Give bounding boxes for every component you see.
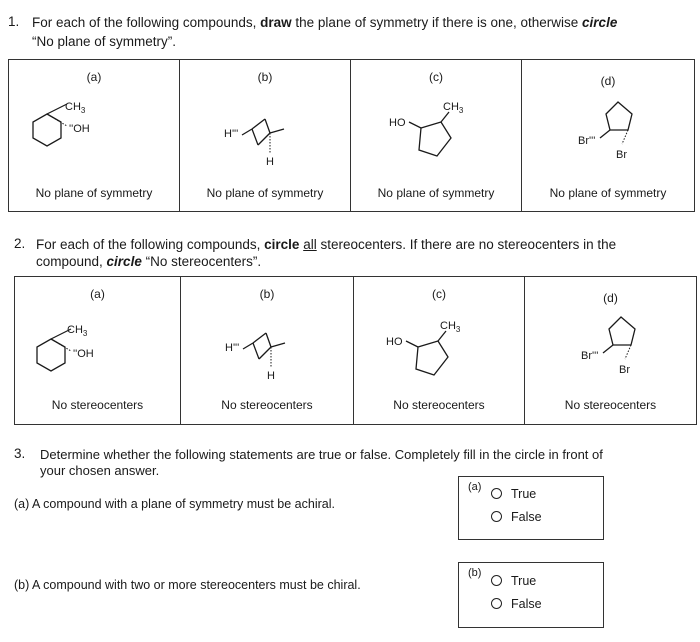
molecule-b-structure — [210, 115, 320, 175]
molecule-b-h-left: H''' — [224, 128, 239, 140]
q1-text-line2: “No plane of symmetry”. — [32, 34, 177, 49]
molecule-c-ho: HO — [389, 117, 406, 129]
q1-cell-d — [522, 60, 695, 212]
q3-text-line2: your chosen answer. — [40, 463, 160, 478]
q1-answer-c[interactable]: No plane of symmetry — [377, 186, 495, 200]
q2-text-part: “No stereocenters”. — [141, 254, 262, 269]
radio-circle-icon[interactable] — [491, 511, 502, 522]
q1-cell-c — [351, 60, 522, 212]
q3-a-option-true-label: True — [511, 487, 537, 501]
q3-a-option-true[interactable] — [491, 487, 536, 501]
q1-cell-a — [9, 60, 180, 212]
q2-text-part: stereocenters. If there are no stereocenters in the — [316, 237, 617, 252]
q1-text-bold-draw: draw — [260, 15, 292, 30]
q1-text-part: For each of the following compounds, — [32, 15, 261, 30]
q2-number: 2. — [14, 236, 26, 251]
q3-b-option-false[interactable] — [491, 597, 542, 611]
q2-cell-b — [181, 277, 354, 425]
radio-circle-icon[interactable] — [491, 598, 502, 609]
molecule-d-br-left: Br''' — [578, 135, 596, 147]
molecule-c-structure — [381, 101, 501, 176]
q3-statement-b: (b) A compound with two or more stereocenters must be chiral. — [14, 578, 361, 592]
molecule-d-br-bottom: Br — [619, 364, 630, 376]
q1-label-c: (c) — [429, 70, 443, 84]
q1-text-line1 — [32, 14, 692, 32]
molecule-b-h-bottom: H — [267, 370, 275, 382]
q3-statement-a: (a) A compound with a plane of symmetry must be achiral. — [14, 497, 335, 511]
q2-text-part: For each of the following compounds, — [36, 237, 265, 252]
q1-answer-d[interactable]: No plane of symmetry — [549, 186, 667, 200]
q2-text-line1 — [36, 236, 692, 254]
q3-answer-box-a — [458, 476, 604, 540]
molecule-c-methyl: $CH_3$ — [443, 101, 464, 115]
molecule-c-structure — [378, 320, 498, 395]
q3-answer-box-b — [458, 562, 604, 628]
molecule-a-structure — [27, 100, 127, 170]
q3-number: 3. — [14, 446, 26, 461]
molecule-a-methyl: $CH_3$ — [65, 101, 86, 115]
q2-text-part: compound, — [36, 254, 107, 269]
q3-text-line1: Determine whether the following statements are true or false. Completely fill in the circle in front of — [40, 447, 603, 462]
q1-table — [8, 59, 695, 212]
q1-cell-b — [180, 60, 351, 212]
molecule-c-ho: HO — [386, 336, 403, 348]
molecule-b-h-left: H''' — [225, 342, 240, 354]
q2-answer-c[interactable]: No stereocenters — [393, 398, 485, 412]
q1-answer-b[interactable]: No plane of symmetry — [206, 186, 324, 200]
q3-box-tag-b: (b) — [468, 567, 482, 579]
q2-cell-d — [525, 277, 697, 425]
molecule-b-h-bottom: H — [266, 156, 274, 168]
q2-answer-a[interactable]: No stereocenters — [51, 398, 144, 412]
molecule-d-br-bottom: Br — [616, 149, 627, 161]
q2-text-bold-circle: circle — [106, 254, 142, 269]
q1-answer-a[interactable]: No plane of symmetry — [35, 186, 153, 200]
q3-b-option-false-label: False — [511, 597, 542, 611]
q1-text-part: the plane of symmetry if there is one, otherwise — [291, 15, 583, 30]
q2-table — [14, 276, 697, 425]
q2-answer-b[interactable]: No stereocenters — [221, 398, 313, 412]
q2-cell-c — [354, 277, 525, 425]
q2-text-bold-circle: circle — [264, 237, 300, 252]
molecule-c-methyl: $CH_3$ — [440, 320, 461, 334]
q2-label-c: (c) — [432, 287, 446, 301]
q3-a-option-false[interactable] — [491, 510, 542, 524]
q1-label-d: (d) — [600, 74, 616, 88]
q2-cell-a — [15, 277, 181, 425]
molecule-d-br-left: Br''' — [581, 350, 599, 362]
molecule-d-structure — [558, 100, 678, 170]
q1-label-a: (a) — [86, 70, 102, 84]
molecule-a-oh: ''OH — [69, 123, 90, 135]
q1-label-b: (b) — [257, 70, 273, 84]
radio-circle-icon[interactable] — [491, 488, 502, 499]
q2-label-d: (d) — [603, 291, 618, 305]
q2-label-a: (a) — [90, 287, 105, 301]
q3-b-option-true[interactable] — [491, 574, 536, 588]
molecule-a-structure — [31, 325, 131, 395]
q2-text-underline-all: all — [303, 237, 317, 252]
molecule-a-methyl: $CH_3$ — [67, 324, 88, 338]
q2-text-line2 — [36, 253, 261, 271]
molecule-d-structure — [561, 315, 681, 385]
q3-a-option-false-label: False — [511, 510, 542, 524]
molecule-b-structure — [211, 329, 321, 389]
q3-b-option-true-label: True — [511, 574, 537, 588]
q1-text-bold-circle: circle — [582, 15, 618, 30]
q1-number: 1. — [8, 14, 20, 29]
molecule-a-oh: ''OH — [73, 348, 94, 360]
radio-circle-icon[interactable] — [491, 575, 502, 586]
q2-label-b: (b) — [259, 287, 275, 301]
q2-answer-d[interactable]: No stereocenters — [564, 398, 657, 412]
q3-box-tag-a: (a) — [468, 481, 482, 493]
